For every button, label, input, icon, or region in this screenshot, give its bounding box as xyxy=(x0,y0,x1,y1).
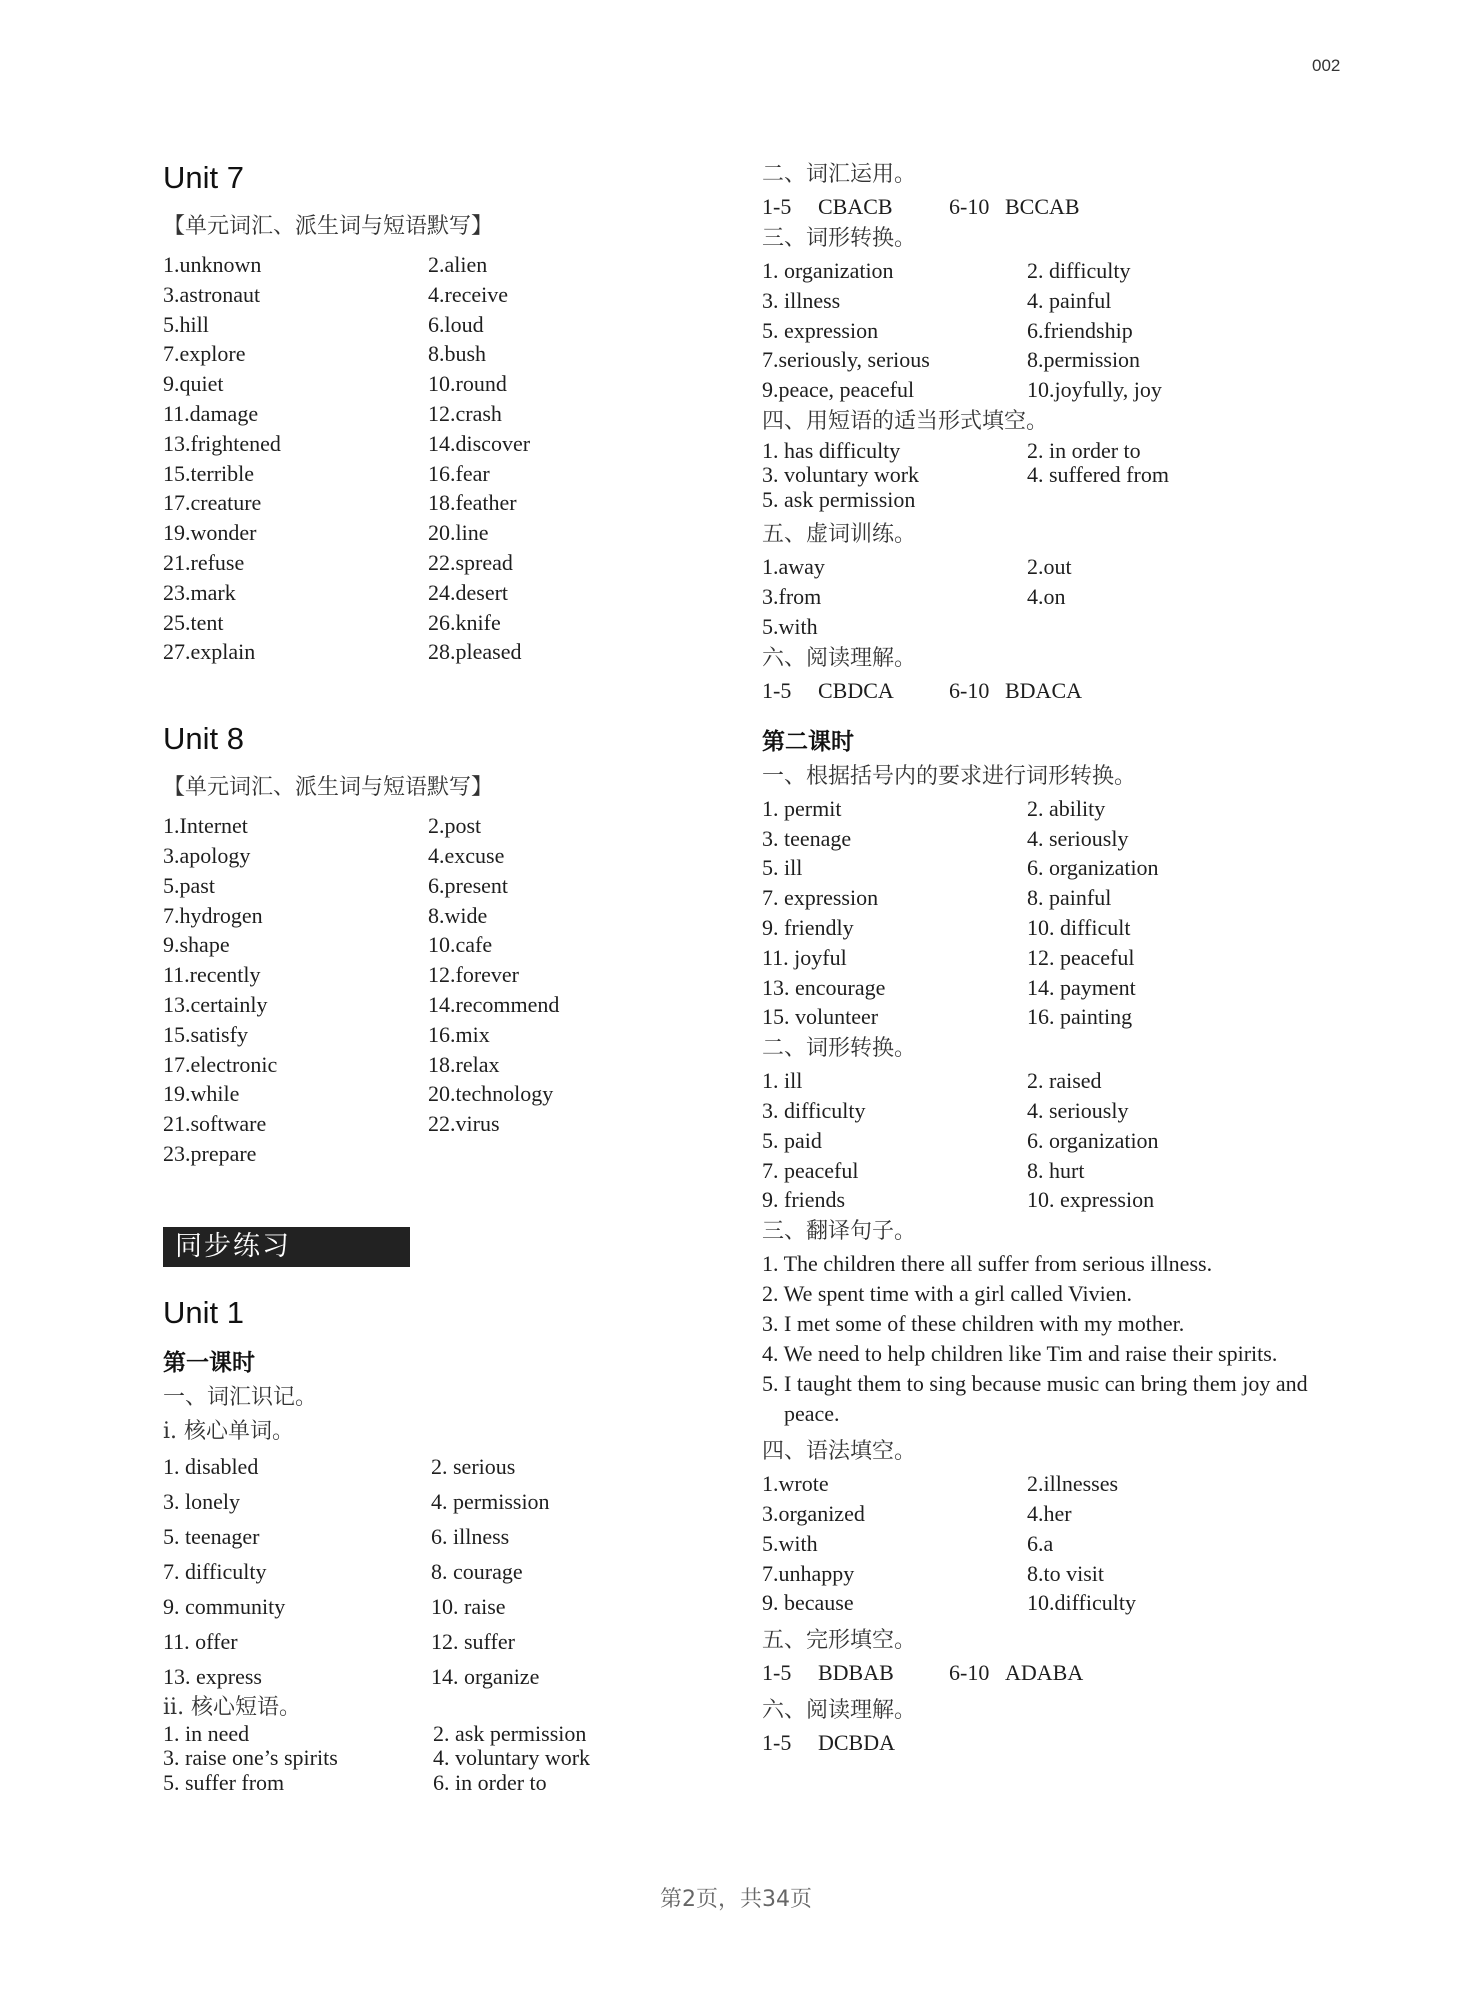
list-item: 4. permission xyxy=(431,1488,550,1514)
phrase-fill-label: 四、用短语的适当形式填空。 xyxy=(762,408,1049,434)
list-item: 14.discover xyxy=(428,430,531,456)
page-number: 002 xyxy=(1312,56,1341,75)
sentence: 5. I taught them to sing because music can bring them joy and peace. xyxy=(762,1371,1308,1427)
translation-sentences xyxy=(762,1249,1322,1429)
list-item: 7.explore xyxy=(163,341,246,367)
answer-range: 6-10 xyxy=(949,1660,990,1686)
list-item: 6.loud xyxy=(428,311,484,337)
list-item: 4. suffered from xyxy=(1027,462,1169,488)
core-phrases-list xyxy=(163,1722,723,1796)
list-item: 2.out xyxy=(1027,554,1072,580)
list-item: 5. ill xyxy=(762,855,803,881)
list-item: 6. in order to xyxy=(433,1769,547,1795)
list-item: 16. painting xyxy=(1027,1004,1133,1030)
list-item: 25.tent xyxy=(163,609,224,635)
list-item: 13. encourage xyxy=(762,974,886,1000)
lesson2-q1-list xyxy=(762,794,1322,1032)
list-item: 5. expression xyxy=(762,317,879,343)
list-item: 1.away xyxy=(762,554,825,580)
unit1-title: Unit 1 xyxy=(163,1294,244,1330)
list-item: 12.crash xyxy=(428,400,502,426)
list-item: 2. raised xyxy=(1027,1068,1102,1094)
lesson2-q2-list xyxy=(762,1066,1322,1215)
list-item: 12.forever xyxy=(428,962,520,988)
list-item: 4. seriously xyxy=(1027,1098,1129,1124)
list-item: 9.quiet xyxy=(163,371,224,397)
list-item: 7. difficulty xyxy=(163,1558,267,1584)
list-item: 10. difficult xyxy=(1027,915,1131,941)
list-item: 26.knife xyxy=(428,609,501,635)
list-item: 21.software xyxy=(163,1111,267,1137)
left-column xyxy=(163,150,723,1795)
list-item: 5.hill xyxy=(163,311,209,337)
list-item: 14. payment xyxy=(1027,974,1136,1000)
list-item: 24.desert xyxy=(428,579,509,605)
list-item: 13.frightened xyxy=(163,430,281,456)
list-item: 2. ability xyxy=(1027,795,1106,821)
list-item: 6.a xyxy=(1027,1530,1054,1556)
list-item: 7. peaceful xyxy=(762,1157,859,1183)
list-item: 4.excuse xyxy=(428,842,505,868)
list-item: 9. friends xyxy=(762,1187,846,1213)
list-item: 2.alien xyxy=(428,252,488,277)
list-item: 1. organization xyxy=(762,258,894,283)
word-form-list xyxy=(762,256,1322,405)
list-item: 12. suffer xyxy=(431,1628,515,1654)
list-item: 3. voluntary work xyxy=(762,462,920,488)
list-item: 19.wonder xyxy=(163,520,257,546)
vocab-usage-label: 二、词汇运用。 xyxy=(762,162,917,187)
list-item: 23.mark xyxy=(163,579,236,605)
list-item xyxy=(1027,488,1287,513)
list-item: 6. organization xyxy=(1027,855,1159,881)
list-item: 3.from xyxy=(762,584,822,610)
function-word-label: 五、虚词训练。 xyxy=(762,522,917,548)
lesson2-q4-list xyxy=(762,1469,1322,1618)
list-item: 1. ill xyxy=(762,1068,803,1094)
sentence: 3. I met some of these children with my mother. xyxy=(762,1311,1185,1337)
unit7-label: 【单元词汇、派生词与短语默写】 xyxy=(163,214,494,239)
unit8-title: Unit 8 xyxy=(163,721,244,757)
reading-label: 六、阅读理解。 xyxy=(762,645,917,671)
list-item: 1. permit xyxy=(762,795,842,821)
list-item: 4.her xyxy=(1027,1501,1072,1527)
list-item: 17.creature xyxy=(163,490,262,516)
answer-key: ADABA xyxy=(1005,1660,1084,1686)
sentence: 2. We spent time with a girl called Vivien. xyxy=(762,1281,1133,1307)
list-item: 17.electronic xyxy=(163,1051,278,1077)
phrase-fill-list xyxy=(762,439,1322,513)
answer-key: CBDCA xyxy=(818,677,894,703)
list-item: 2. ask permission xyxy=(433,1720,587,1746)
list-item: 11.recently xyxy=(163,962,261,988)
list-item: 3. illness xyxy=(762,287,841,313)
list-item: 6.friendship xyxy=(1027,317,1133,343)
answer-key: CBACB xyxy=(818,194,893,219)
list-item: 13.certainly xyxy=(163,991,268,1017)
list-item: 3. raise one’s spirits xyxy=(163,1745,338,1771)
list-item: 13. express xyxy=(163,1663,262,1689)
answer-key: DCBDA xyxy=(818,1730,896,1756)
answer-key: BDBAB xyxy=(818,1660,894,1686)
list-item: 10. raise xyxy=(431,1593,506,1619)
core-phrases-label: ii. 核心短语。 xyxy=(163,1694,302,1720)
list-item: 15. volunteer xyxy=(762,1004,879,1030)
list-item: 5. teenager xyxy=(163,1523,260,1549)
list-item: 15.satisfy xyxy=(163,1021,248,1047)
list-item: 5. ask permission xyxy=(762,486,916,512)
list-item: 8. hurt xyxy=(1027,1157,1085,1183)
list-item: 18.feather xyxy=(428,490,517,516)
list-item: 8. courage xyxy=(431,1558,523,1584)
list-item: 7.hydrogen xyxy=(163,902,263,928)
list-item: 22.spread xyxy=(428,549,513,575)
list-item: 14. organize xyxy=(431,1663,540,1689)
reading-answers xyxy=(762,676,1322,706)
list-item: 5. paid xyxy=(762,1127,822,1153)
list-item: 22.virus xyxy=(428,1111,500,1137)
function-word-list xyxy=(762,552,1322,641)
list-item: 6. organization xyxy=(1027,1127,1159,1153)
list-item: 6.present xyxy=(428,872,509,898)
list-item: 5.with xyxy=(762,614,818,640)
list-item: 10.difficulty xyxy=(1027,1590,1136,1616)
list-item: 5.with xyxy=(762,1530,818,1556)
list-item: 27.explain xyxy=(163,639,256,665)
vocab-usage-answers xyxy=(762,192,1322,222)
list-item: 16.mix xyxy=(428,1021,490,1047)
list-item: 18.relax xyxy=(428,1051,500,1077)
core-words-label: i. 核心单词。 xyxy=(163,1418,295,1444)
list-item: 8. painful xyxy=(1027,885,1112,911)
list-item: 20.line xyxy=(428,520,489,546)
word-form-label: 三、词形转换。 xyxy=(762,226,917,251)
list-item: 4. voluntary work xyxy=(433,1745,591,1771)
list-item: 1. has difficulty xyxy=(762,437,901,463)
list-item: 15.terrible xyxy=(163,460,255,486)
answer-range: 1-5 xyxy=(762,677,792,703)
list-item: 10. expression xyxy=(1027,1187,1155,1213)
list-item: 16.fear xyxy=(428,460,490,486)
list-item: 4.on xyxy=(1027,584,1066,610)
list-item: 1.wrote xyxy=(762,1471,829,1497)
lesson1-title: 第一课时 xyxy=(163,1349,255,1376)
list-item: 5. suffer from xyxy=(163,1769,285,1795)
sentence: 1. The children there all suffer from serious illness. xyxy=(762,1251,1213,1277)
list-item: 6. illness xyxy=(431,1523,510,1549)
list-item: 23.prepare xyxy=(163,1140,257,1166)
unit8-word-list xyxy=(163,811,723,1169)
list-item: 1.unknown xyxy=(163,252,262,277)
list-item: 3. teenage xyxy=(762,825,852,851)
list-item: 12. peaceful xyxy=(1027,944,1135,970)
list-item: 9. friendly xyxy=(762,915,854,941)
lesson2-q4-label: 四、语法填空。 xyxy=(762,1439,917,1465)
list-item: 28.pleased xyxy=(428,639,522,665)
lesson2-q6-label: 六、阅读理解。 xyxy=(762,1698,917,1724)
list-item: 11. joyful xyxy=(762,944,847,970)
list-item: 2.post xyxy=(428,813,482,839)
list-item: 8.to visit xyxy=(1027,1560,1105,1586)
list-item: 2. serious xyxy=(431,1453,516,1479)
list-item: 4. painful xyxy=(1027,287,1112,313)
list-item: 20.technology xyxy=(428,1081,554,1107)
list-item: 7.seriously, serious xyxy=(762,347,930,373)
list-item: 14.recommend xyxy=(428,991,560,1017)
list-item: 8.permission xyxy=(1027,347,1141,373)
list-item: 3.apology xyxy=(163,842,251,868)
lesson2-q3-label: 三、翻译句子。 xyxy=(762,1219,917,1245)
list-item: 10.round xyxy=(428,371,507,397)
lesson2-reading-answers xyxy=(762,1728,1322,1758)
answer-range: 1-5 xyxy=(762,1660,792,1686)
list-item: 1.Internet xyxy=(163,813,248,839)
cloze-answers xyxy=(762,1658,1322,1688)
vocab-section-label: 一、词汇识记。 xyxy=(163,1384,318,1410)
list-item: 7.unhappy xyxy=(762,1560,855,1586)
list-item xyxy=(1027,612,1287,642)
lesson2-title: 第二课时 xyxy=(762,728,854,755)
lesson2-q2-label: 二、词形转换。 xyxy=(762,1036,917,1062)
list-item: 4.receive xyxy=(428,281,508,307)
answer-key: BCCAB xyxy=(1005,194,1080,219)
list-item: 9.peace, peaceful xyxy=(762,377,915,403)
list-item: 1. disabled xyxy=(163,1453,259,1479)
list-item: 2. in order to xyxy=(1027,437,1141,463)
list-item: 11. offer xyxy=(163,1628,238,1654)
core-words-list xyxy=(163,1449,723,1694)
list-item: 9.shape xyxy=(163,932,230,958)
answer-range: 1-5 xyxy=(762,1730,792,1756)
list-item: 11.damage xyxy=(163,400,259,426)
lesson2-q1-label: 一、根据括号内的要求进行词形转换。 xyxy=(762,763,1137,789)
list-item: 9. because xyxy=(762,1590,854,1616)
list-item: 10.joyfully, joy xyxy=(1027,377,1162,403)
list-item: 8.wide xyxy=(428,902,488,928)
list-item: 5.past xyxy=(163,872,215,898)
unit8-label: 【单元词汇、派生词与短语默写】 xyxy=(163,775,494,801)
sentence: 4. We need to help children like Tim and raise their spirits. xyxy=(762,1341,1278,1367)
unit7-word-list xyxy=(163,250,723,667)
list-item: 7. expression xyxy=(762,885,879,911)
right-column xyxy=(762,158,1322,1758)
list-item: 3. lonely xyxy=(163,1488,240,1514)
list-item: 2.illnesses xyxy=(1027,1471,1119,1497)
list-item: 4. seriously xyxy=(1027,825,1129,851)
list-item: 3.astronaut xyxy=(163,281,261,307)
list-item: 8.bush xyxy=(428,341,487,367)
list-item: 1. in need xyxy=(163,1720,250,1746)
page-footer: 第2页，共34页 xyxy=(660,1887,812,1912)
list-item: 10.cafe xyxy=(428,932,493,958)
answer-range: 1-5 xyxy=(762,194,792,219)
answer-range: 6-10 xyxy=(949,194,990,219)
list-item: 3. difficulty xyxy=(762,1098,866,1124)
list-item: 19.while xyxy=(163,1081,240,1107)
list-item: 2. difficulty xyxy=(1027,258,1131,283)
answer-range: 6-10 xyxy=(949,677,990,703)
sync-practice-banner: 同步练习 xyxy=(163,1227,410,1267)
lesson2-q5-label: 五、完形填空。 xyxy=(762,1628,917,1654)
answer-key: BDACA xyxy=(1005,677,1083,703)
unit7-title: Unit 7 xyxy=(163,160,244,195)
list-item: 3.organized xyxy=(762,1501,865,1527)
list-item: 9. community xyxy=(163,1593,286,1619)
list-item: 21.refuse xyxy=(163,549,245,575)
